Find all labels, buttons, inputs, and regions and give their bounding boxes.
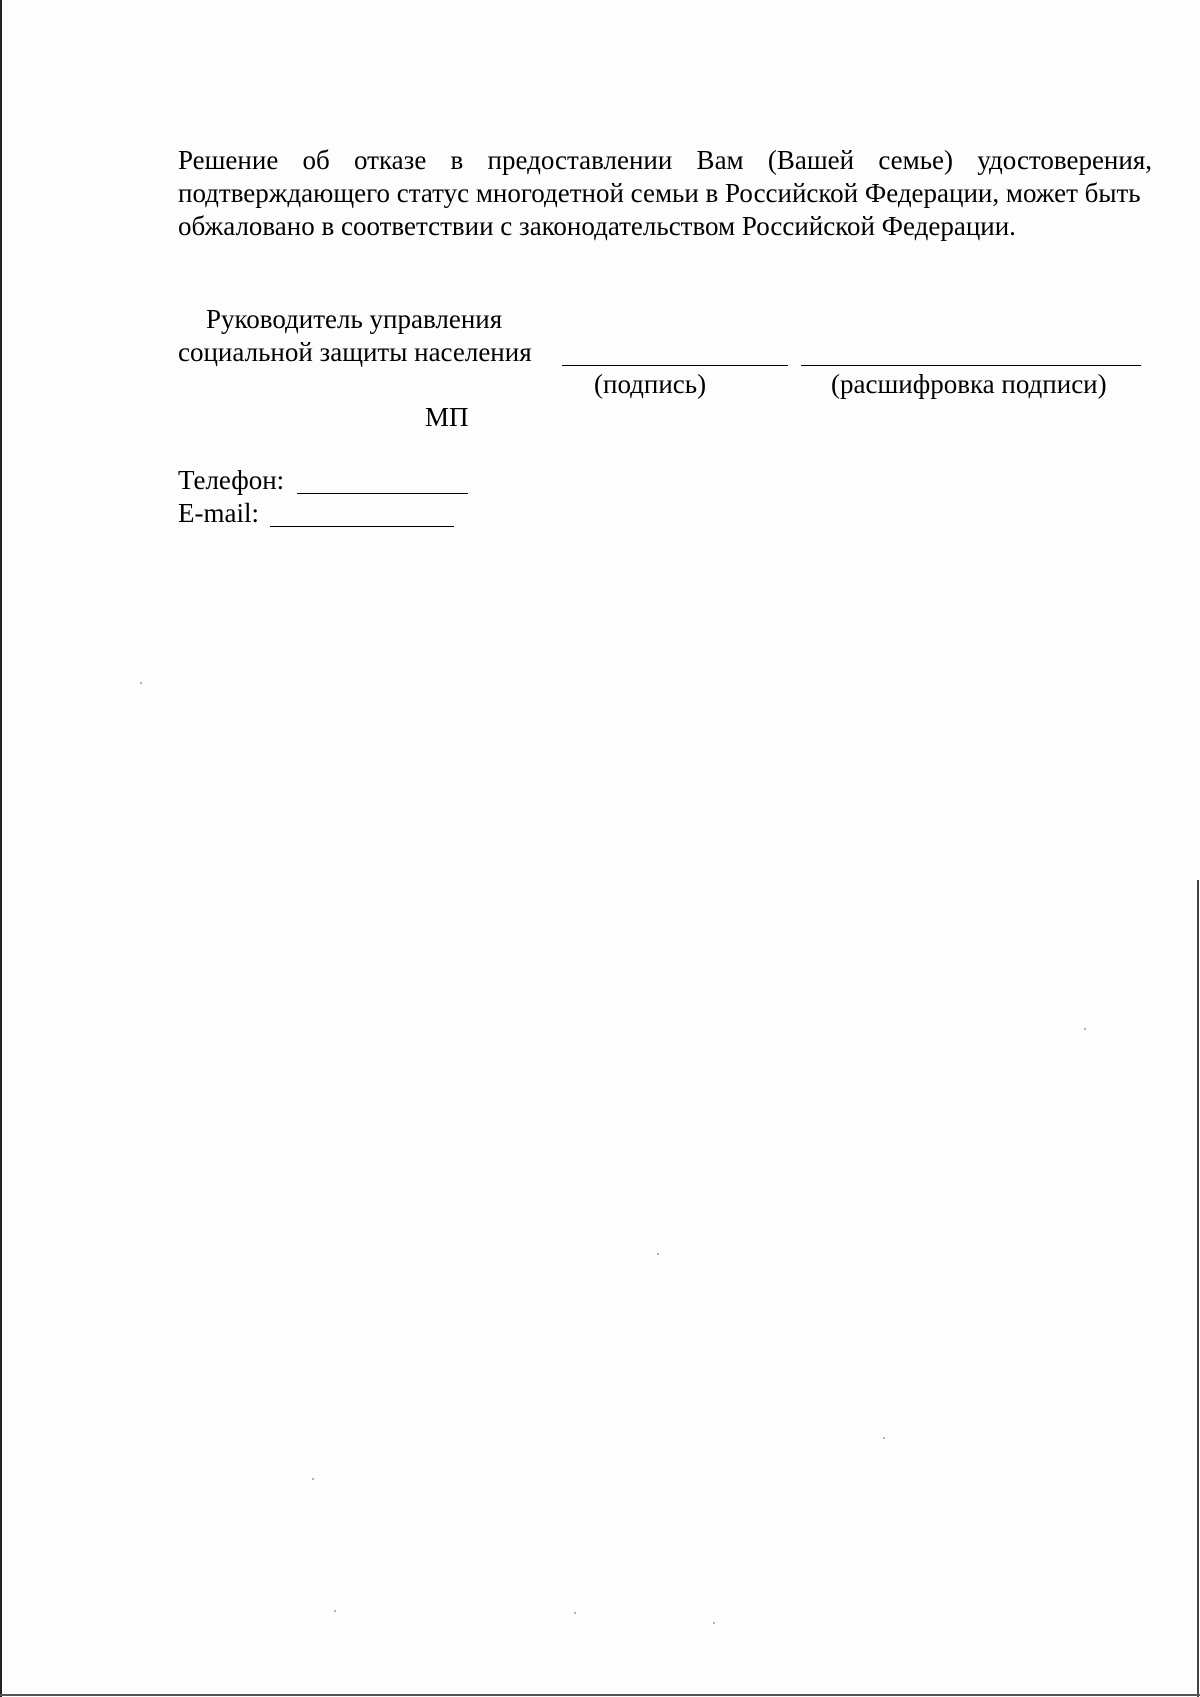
scan-speckle (883, 1437, 885, 1439)
scan-speckle (657, 1253, 659, 1255)
signature-decoding-caption: (расшифровка подписи) (831, 369, 1107, 399)
scan-speckle (312, 1478, 314, 1480)
scan-speckle (713, 1622, 715, 1624)
signatory-title-line2: социальной защиты населения (178, 337, 532, 367)
scan-edge-left (0, 0, 2, 1697)
scan-edge-bottom (0, 1694, 1200, 1696)
paragraph-line-1: Решение об отказе в предоставлении Вам (Вашей семье) удостоверения, (178, 145, 1152, 175)
signature-decoding-line (801, 365, 1141, 366)
phone-label: Телефон: (178, 465, 285, 495)
signatory-title-line1: Руководитель управления (206, 304, 503, 334)
signature-line (562, 365, 788, 366)
scan-edge-right (1197, 880, 1199, 1697)
email-label: E-mail: (178, 498, 259, 528)
scan-speckle (140, 682, 142, 684)
email-blank-line (270, 526, 454, 527)
appeal-notice-paragraph (178, 144, 1152, 243)
paragraph-line-2: подтверждающего статус многодетной семьи в Российской Федерации, может быть (178, 178, 1141, 208)
signature-caption: (подпись) (594, 369, 707, 399)
scan-speckle (574, 1612, 576, 1614)
phone-blank-line (297, 493, 468, 494)
scan-speckle (334, 1610, 336, 1612)
scan-speckle (1084, 1028, 1086, 1030)
stamp-place-mark: МП (425, 402, 469, 432)
paragraph-line-3: обжаловано в соответствии с законодательством Российской Федерации. (178, 211, 1016, 241)
